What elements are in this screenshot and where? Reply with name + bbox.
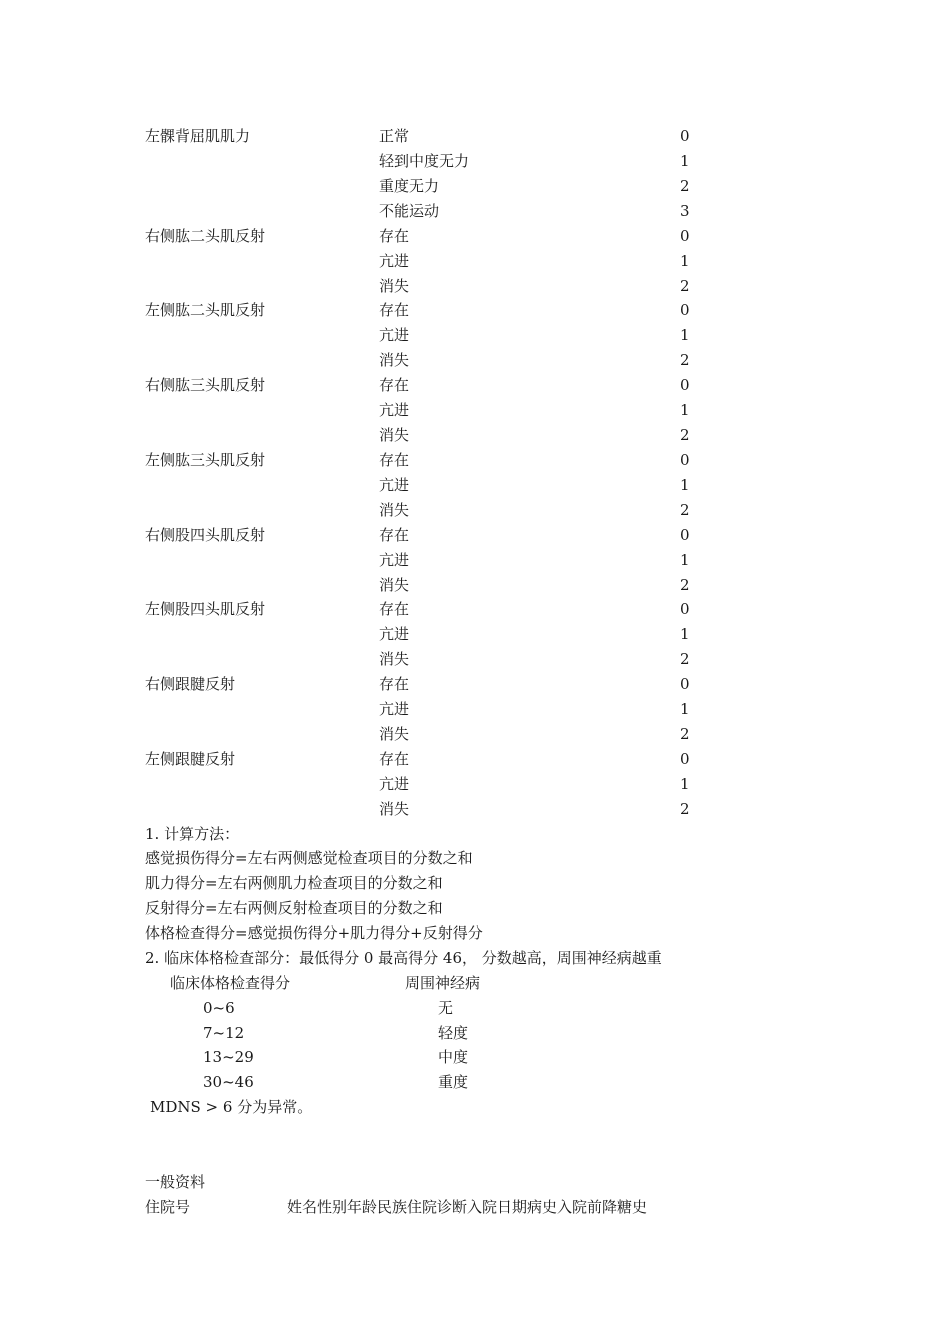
row-score: 2 [680, 576, 690, 594]
range-grade: 重度 [438, 1073, 469, 1091]
row-option: 存在 [379, 526, 410, 544]
row-score: 2 [680, 177, 690, 195]
row-option: 亢进 [379, 551, 410, 569]
row-option: 存在 [379, 675, 410, 693]
row-option: 消失 [379, 426, 410, 444]
row-option: 存在 [379, 227, 410, 245]
method-line: 体格检查得分=感觉损伤得分+肌力得分+反射得分 [145, 924, 483, 942]
method-heading: 1. 计算方法： [145, 825, 240, 843]
range-value: 0~6 [203, 999, 235, 1017]
row-option: 存在 [379, 750, 410, 768]
range-value: 13~29 [203, 1048, 254, 1066]
row-score: 0 [680, 227, 690, 245]
row-score: 0 [680, 301, 690, 319]
row-item: 左侧肱二头肌反射 [145, 301, 266, 319]
row-option: 存在 [379, 301, 410, 319]
row-option: 不能运动 [379, 202, 440, 220]
row-score: 2 [680, 351, 690, 369]
row-option: 亢进 [379, 252, 410, 270]
row-option: 亢进 [379, 326, 410, 344]
row-option: 存在 [379, 600, 410, 618]
method-line: 感觉损伤得分=左右两侧感觉检查项目的分数之和 [145, 849, 473, 867]
row-option: 正常 [379, 127, 410, 145]
row-item: 右侧肱三头肌反射 [145, 376, 266, 394]
clinical-header-grade: 周围神经病 [405, 974, 481, 992]
row-score: 2 [680, 501, 690, 519]
row-score: 3 [680, 202, 690, 220]
row-option: 消失 [379, 576, 410, 594]
row-score: 1 [680, 326, 690, 344]
row-score: 1 [680, 625, 690, 643]
row-option: 轻到中度无力 [379, 152, 470, 170]
range-grade: 无 [438, 999, 454, 1017]
row-score: 2 [680, 800, 690, 818]
row-item: 右侧股四头肌反射 [145, 526, 266, 544]
row-item: 左侧肱三头肌反射 [145, 451, 266, 469]
clinical-line: 2. 临床体格检查部分：最低得分 0 最高得分 46， 分数越高，周围神经病越重 [145, 949, 662, 967]
row-option: 亢进 [379, 775, 410, 793]
general-field-admission-no: 住院号 [145, 1198, 191, 1216]
range-value: 30~46 [203, 1073, 254, 1091]
row-option: 亢进 [379, 401, 410, 419]
general-fields: 姓名性别年龄民族住院诊断入院日期病史入院前降糖史 [287, 1198, 648, 1216]
range-grade: 轻度 [438, 1024, 469, 1042]
row-option: 消失 [379, 351, 410, 369]
row-score: 0 [680, 600, 690, 618]
row-option: 消失 [379, 800, 410, 818]
row-score: 1 [680, 476, 690, 494]
method-line: 肌力得分=左右两侧肌力检查项目的分数之和 [145, 874, 443, 892]
row-score: 0 [680, 526, 690, 544]
row-score: 0 [680, 376, 690, 394]
row-score: 2 [680, 725, 690, 743]
row-score: 2 [680, 426, 690, 444]
row-item: 右侧肱二头肌反射 [145, 227, 266, 245]
row-item: 右侧跟腱反射 [145, 675, 236, 693]
row-item: 左髁背屈肌肌力 [145, 127, 251, 145]
row-option: 消失 [379, 277, 410, 295]
row-score: 2 [680, 277, 690, 295]
row-score: 1 [680, 551, 690, 569]
row-score: 0 [680, 750, 690, 768]
row-score: 2 [680, 650, 690, 668]
row-item: 左侧股四头肌反射 [145, 600, 266, 618]
row-option: 亢进 [379, 625, 410, 643]
row-score: 1 [680, 700, 690, 718]
row-score: 0 [680, 451, 690, 469]
row-score: 0 [680, 675, 690, 693]
row-score: 1 [680, 401, 690, 419]
row-score: 1 [680, 252, 690, 270]
row-score: 0 [680, 127, 690, 145]
mdns-footnote: MDNS > 6 分为异常。 [150, 1098, 313, 1116]
row-item: 左侧跟腱反射 [145, 750, 236, 768]
row-option: 存在 [379, 451, 410, 469]
range-grade: 中度 [438, 1048, 469, 1066]
row-score: 1 [680, 152, 690, 170]
row-option: 亢进 [379, 476, 410, 494]
row-option: 存在 [379, 376, 410, 394]
method-line: 反射得分=左右两侧反射检查项目的分数之和 [145, 899, 443, 917]
general-heading: 一般资料 [145, 1173, 206, 1191]
range-value: 7~12 [203, 1024, 245, 1042]
row-option: 重度无力 [379, 177, 440, 195]
row-option: 消失 [379, 650, 410, 668]
row-option: 消失 [379, 725, 410, 743]
row-score: 1 [680, 775, 690, 793]
clinical-header-score: 临床体格检查得分 [170, 974, 291, 992]
row-option: 消失 [379, 501, 410, 519]
row-option: 亢进 [379, 700, 410, 718]
